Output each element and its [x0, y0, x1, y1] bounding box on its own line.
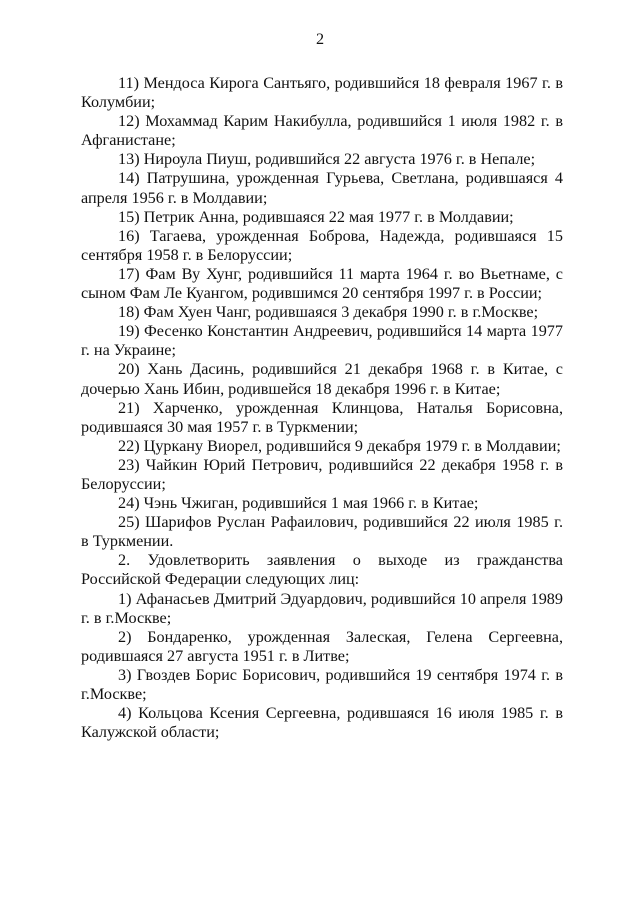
list-item-17: 17) Фам Ву Хунг, родившийся 11 марта 1964 г. во Вьетнаме, с сыном Фам Ле Куангом, родившимся 20 сентября 1997 г. в России; — [81, 264, 563, 303]
list-item-11: 11) Мендоса Кирога Сантьяго, родившийся 18 февраля 1967 г. в Колумбии; — [81, 74, 563, 112]
list-item-18: 18) Фам Хуен Чанг, родившаяся 3 декабря 1990 г. в г.Москве; — [118, 303, 539, 322]
renunciation-item-3: 3) Гвоздев Борис Борисович, родившийся 19 сентября 1974 г. в г.Москве; — [81, 665, 563, 703]
renunciation-item-1: 1) Афанасьев Дмитрий Эдуардович, родившийся 10 апреля 1989 г. в г.Москве; — [81, 589, 563, 627]
list-item-19: 19) Фесенко Константин Андреевич, родившийся 14 марта 1977 г. на Украине; — [81, 322, 563, 360]
list-item-15: 15) Петрик Анна, родившаяся 22 мая 1977 г. в Молдавии; — [118, 207, 514, 226]
list-item-14: 14) Патрушина, урожденная Гурьева, Светлана, родившаяся 4 апреля 1956 г. в Молдавии; — [81, 169, 563, 207]
list-item-20: 20) Хань Дасинь, родившийся 21 декабря 1968 г. в Китае, с дочерью Хань Ибин, родившейся 18 декабря 1996 г. в Китае; — [81, 360, 563, 398]
list-item-22: 22) Цуркану Виорел, родившийся 9 декабря 1979 г. в Молдавии; — [118, 436, 561, 455]
renunciation-item-2: 2) Бондаренко, урожденная Залеская, Гелена Сергеевна, родившаяся 27 августа 1951 г. в Литве; — [81, 627, 563, 665]
renunciation-item-4: 4) Кольцова Ксения Сергеевна, родившаяся 16 июля 1985 г. в Калужской области; — [81, 704, 563, 742]
list-item-25: 25) Шарифов Руслан Рафаилович, родившийся 22 июля 1985 г. в Туркмении. — [81, 513, 563, 551]
list-item-21: 21) Харченко, урожденная Клинцова, Наталья Борисовна, родившаяся 30 мая 1957 г. в Туркмении; — [81, 398, 563, 436]
list-item-13: 13) Нироула Пиуш, родившийся 22 августа 1976 г. в Непале; — [118, 150, 536, 169]
list-item-16: 16) Тагаева, урожденная Боброва, Надежда, родившаяся 15 сентября 1958 г. в Белоруссии; — [81, 226, 563, 264]
page-number: 2 — [315, 30, 325, 48]
list-item-23: 23) Чайкин Юрий Петрович, родившийся 22 декабря 1958 г. в Белоруссии; — [81, 455, 563, 493]
section-2-heading: 2. Удовлетворить заявления о выходе из гражданства Российской Федерации следующих лиц: — [81, 551, 563, 589]
list-item-12: 12) Мохаммад Карим Накибулла, родившийся 1 июля 1982 г. в Афганистане; — [81, 112, 563, 150]
list-item-24: 24) Чэнь Чжиган, родившийся 1 мая 1966 г. в Китае; — [118, 494, 479, 513]
document-body — [81, 74, 563, 742]
